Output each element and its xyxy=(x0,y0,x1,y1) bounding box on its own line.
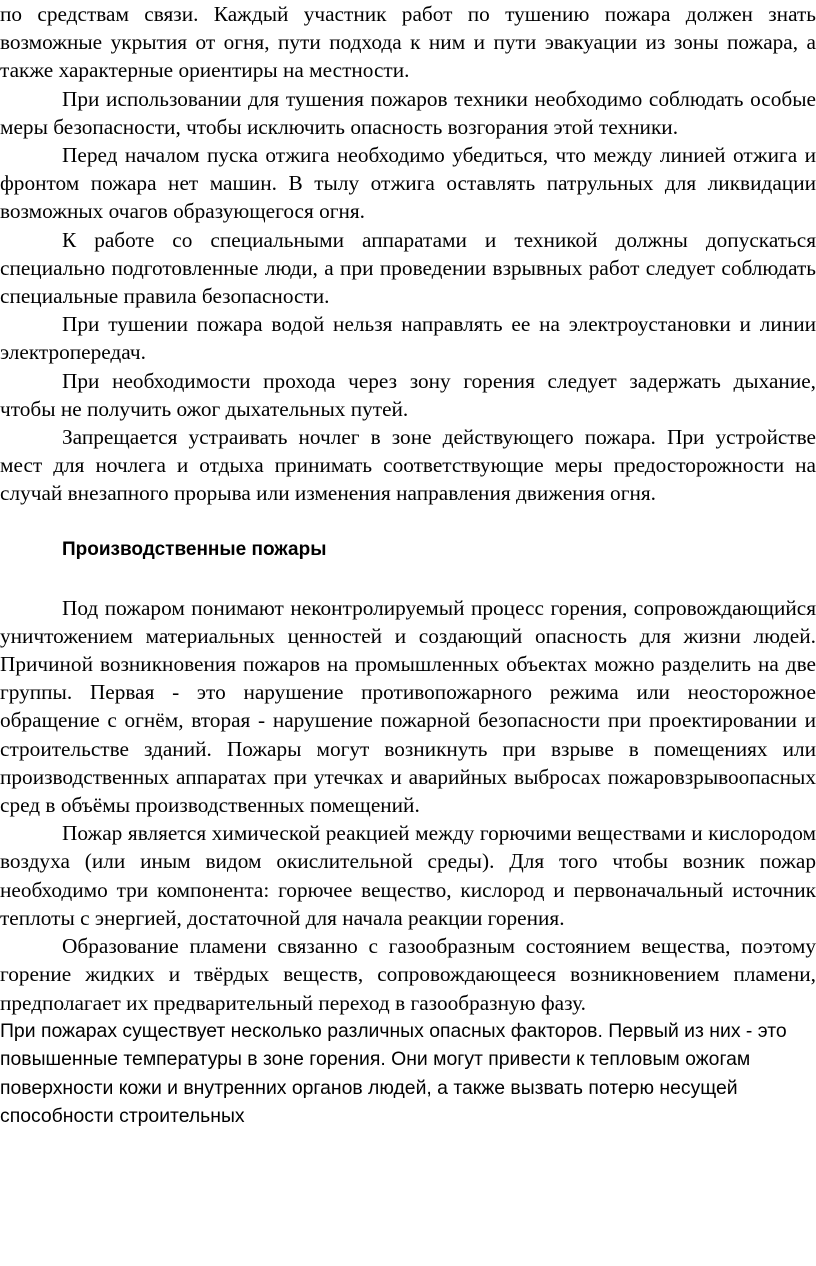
paragraph: Пожар является химической реакцией между горючими веществами и кислородом воздуха (или иным видом окислительной среды). Для того чтобы возник пожар необходимо три компонента: горючее вещество, кислород и первоначальный источник теплоты с энергией, достаточной для начала реакции горения. xyxy=(0,821,816,930)
paragraph-final: При пожарах существует несколько различных опасных факторов. Первый из них - это повышенные температуры в зоне горения. Они могут привести к тепловым ожогам поверхности кожи и внутренних органов людей, а также вызвать потерю несущей способности строительных xyxy=(0,1019,787,1128)
section-heading: Производственные пожары xyxy=(62,538,327,560)
paragraph: Перед началом пуска отжига необходимо убедиться, что между линией отжига и фронтом пожара нет машин. В тылу отжига оставлять патрульных для ликвидации возможных очагов образующегося огня. xyxy=(0,143,816,224)
spacer xyxy=(0,564,816,594)
spacer xyxy=(0,508,816,536)
paragraph: При использовании для тушения пожаров техники необходимо соблюдать особые меры безопасности, чтобы исключить опасность возгорания этой техники. xyxy=(0,86,816,139)
paragraph: Запрещается устраивать ночлег в зоне действующего пожара. При устройстве мест для ночлега и отдыха принимать соответствующие меры предосторожности на случай внезапного прорыва или изменения направления движения огня. xyxy=(0,425,816,506)
paragraph: К работе со специальными аппаратами и техникой должны допускаться специально подготовленные люди, а при проведении взрывных работ следует соблюдать специальные правила безопасности. xyxy=(0,227,816,309)
paragraph: При тушении пожара водой нельзя направлять ее на электроустановки и линии электропередач. xyxy=(0,312,816,365)
paragraph: При необходимости прохода через зону горения следует задержать дыхание, чтобы не получить ожог дыхательных путей. xyxy=(0,368,816,421)
paragraph: Под пожаром понимают неконтролируемый процесс горения, сопровождающийся уничтожением материальных ценностей и создающий опасность для жизни людей. Причиной возникновения пожаров на промышленных объектах можно разделить на две группы. Первая - это нарушение противопожарного режима или неосторожное обращение с огнём, вторая - нарушение пожарной безопасности при проектировании и строительстве зданий. Пожары могут возникнуть при взрыве в помещениях или производственных аппаратах при утечках и аварийных выбросах пожаровзрывоопасных сред в объёмы производственных помещений. xyxy=(0,595,816,818)
paragraph: Образование пламени связанно с газообразным состоянием вещества, поэтому горение жидких и твёрдых веществ, сопровождающееся возникновением пламени, предполагает их предварительный переход в газообразную фазу. xyxy=(0,934,816,1015)
paragraph: по средствам связи. Каждый участник работ по тушению пожара должен знать возможные укрытия от огня, пути подхода к ним и пути эвакуации из зоны пожара, а также характерные ориентиры на местности. xyxy=(0,2,816,83)
